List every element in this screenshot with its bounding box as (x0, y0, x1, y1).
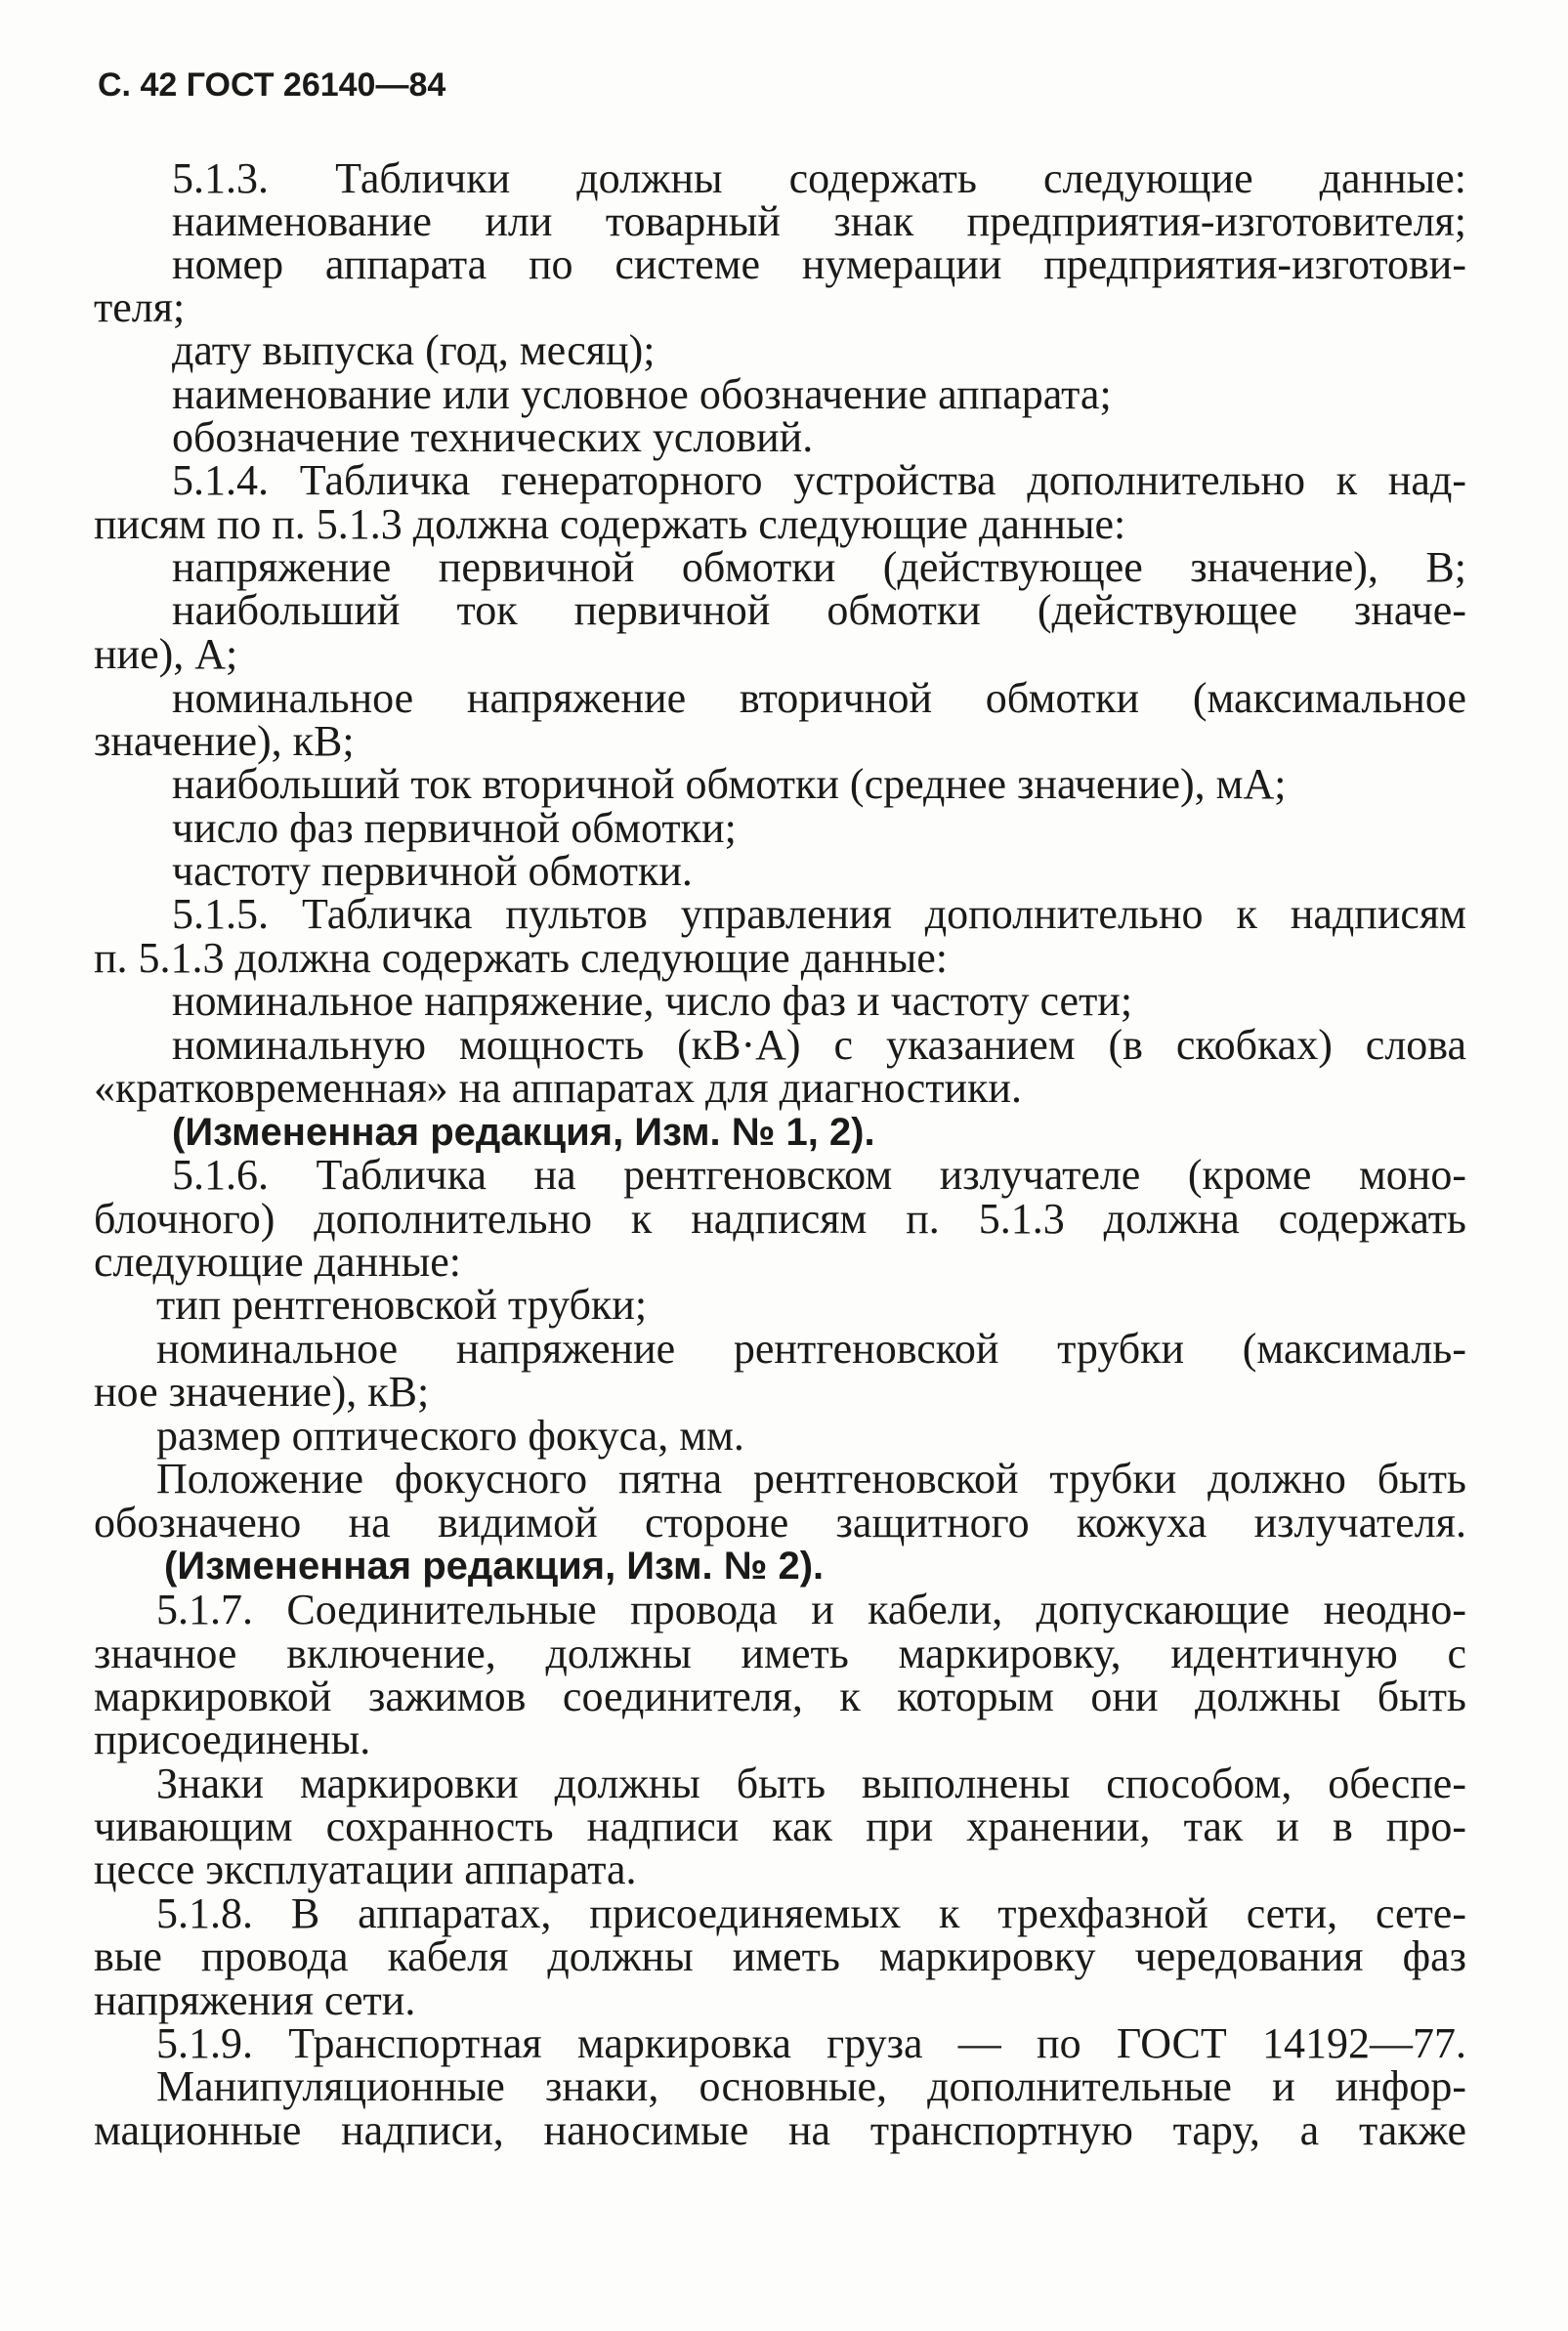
text-line: следующие данные: (94, 1238, 461, 1286)
text-line: Знаки маркировки должны быть выполнены способом, обеспе- (156, 1759, 1466, 1807)
text-line: писям по п. 5.1.3 должна содержать следующие данные: (94, 500, 1126, 548)
text-line: частоту первичной обмотки. (172, 847, 693, 895)
text-line: Положение фокусного пятна рентгеновской трубки должно быть (156, 1455, 1466, 1503)
text-line: п. 5.1.3 должна содержать следующие данные: (94, 934, 949, 982)
text-line: 5.1.8. В аппаратах, присоединяемых к трехфазной сети, сете- (156, 1889, 1466, 1937)
text-line: наибольший ток вторичной обмотки (среднее значение), мА; (172, 760, 1287, 808)
text-line: 5.1.5. Табличка пультов управления дополнительно к надписям (172, 890, 1466, 938)
text-line: дату выпуска (год, месяц); (172, 326, 656, 374)
text-line: 5.1.3. Таблички должны содержать следующие данные: (172, 154, 1466, 202)
text-line: наименование или условное обозначение аппарата; (172, 370, 1112, 418)
text-line: тип рентгеновской трубки; (156, 1281, 648, 1329)
text-line: номер аппарата по системе нумерации предприятия-изготови- (172, 240, 1466, 288)
text-line: обозначено на видимой стороне защитного кожуха излучателя. (94, 1499, 1466, 1547)
text-line: номинальное напряжение, число фаз и частоту сети; (172, 977, 1133, 1025)
text-line: 5.1.7. Соединительные провода и кабели, допускающие неодно- (156, 1586, 1466, 1633)
text-line: обозначение технических условий. (172, 413, 814, 461)
text-line: напряжение первичной обмотки (действующее значение), В; (172, 543, 1466, 591)
text-line: число фаз первичной обмотки; (172, 804, 737, 852)
text-line: теля; (94, 283, 186, 331)
amendment-note: (Измененная редакция, Изм. № 1, 2). (172, 1111, 875, 1154)
text-line: блочного) дополнительно к надписям п. 5.1.3 должна содержать (94, 1195, 1466, 1243)
text-line: наименование или товарный знак предприятия-изготовителя; (172, 197, 1466, 245)
text-line: ное значение), кВ; (94, 1368, 430, 1416)
text-line: значное включение, должны иметь маркировку, идентичную с (94, 1630, 1466, 1677)
text-line: номинальное напряжение вторичной обмотки (максимальное (172, 674, 1466, 722)
page-header: С. 42 ГОСТ 26140—84 (98, 66, 446, 104)
text-line: «кратковременная» на аппаратах для диагностики. (94, 1064, 1022, 1112)
text-line: номинальное напряжение рентгеновской трубки (максималь- (156, 1325, 1466, 1373)
text-line: мационные надписи, наносимые на транспортную тару, а также (94, 2106, 1466, 2154)
text-line: значение), кВ; (94, 717, 355, 765)
text-line: присоединены. (94, 1716, 371, 1763)
amendment-note: (Измененная редакция, Изм. № 2). (164, 1545, 825, 1588)
text-line: наибольший ток первичной обмотки (действующее значе- (172, 586, 1466, 634)
text-line: номинальную мощность (кВ·А) с указанием (в скобках) слова (172, 1021, 1466, 1069)
text-line: ние), А; (94, 630, 238, 678)
text-line: вые провода кабеля должны иметь маркировку чередования фаз (94, 1932, 1466, 1980)
text-line: цессе эксплуатации аппарата. (94, 1845, 637, 1893)
text-line: Манипуляционные знаки, основные, дополнительные и инфор- (156, 2062, 1466, 2110)
text-line: размер оптического фокуса, мм. (156, 1412, 744, 1460)
text-line: напряжения сети. (94, 1976, 416, 2024)
text-line: чивающим сохранность надписи как при хранении, так и в про- (94, 1802, 1466, 1850)
text-line: 5.1.9. Транспортная маркировка груза — по ГОСТ 14192—77. (156, 2019, 1466, 2067)
text-line: маркировкой зажимов соединителя, к которым они должны быть (94, 1673, 1466, 1720)
text-line: 5.1.4. Табличка генераторного устройства дополнительно к над- (172, 456, 1466, 504)
text-line: 5.1.6. Табличка на рентгеновском излучателе (кроме моно- (172, 1151, 1466, 1199)
